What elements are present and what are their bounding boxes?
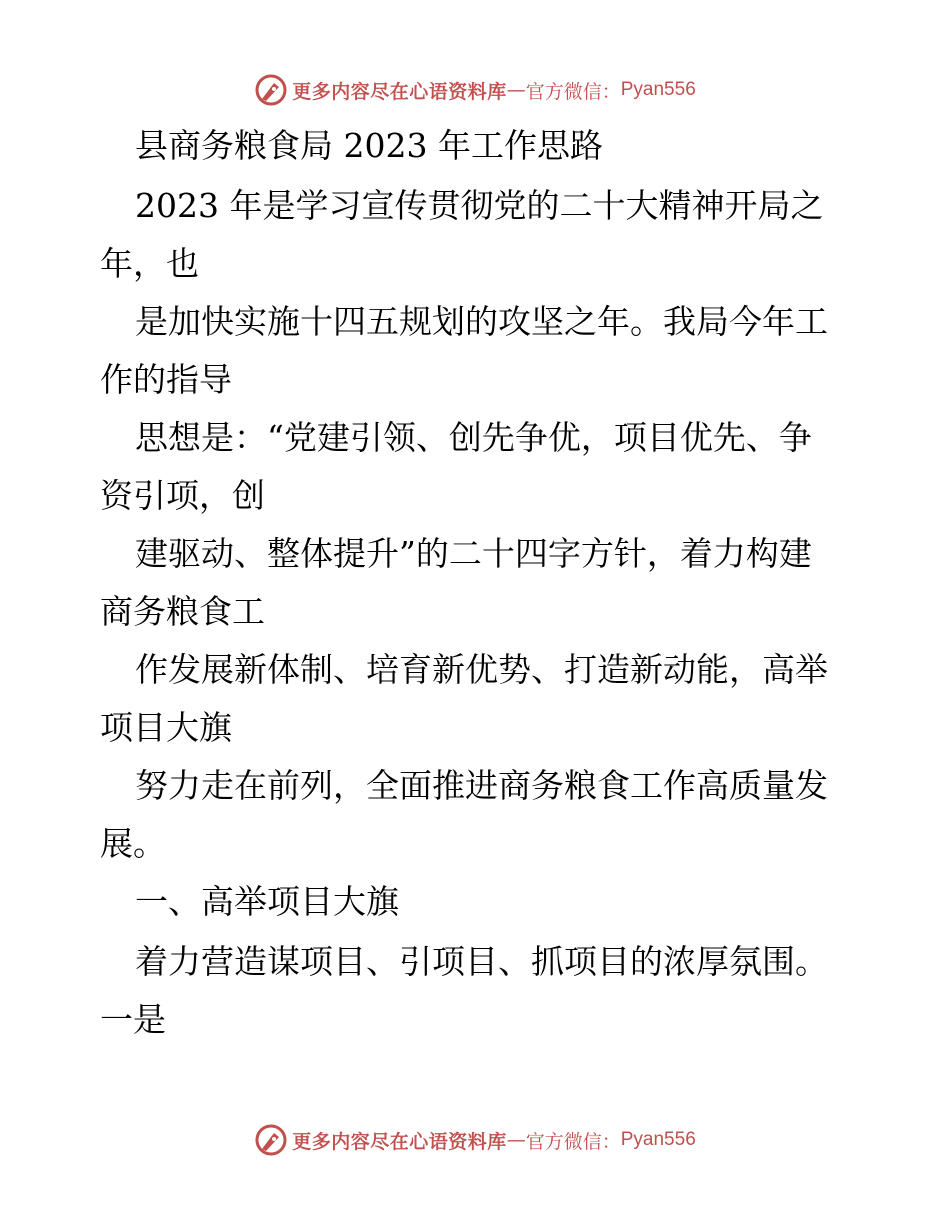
pen-nib-logo-icon (254, 73, 288, 107)
paragraph-line: 2023 年是学习宣传贯彻党的二十大精神开局之 (135, 186, 824, 225)
paragraph-line: 商务粮食工 (100, 592, 265, 631)
paragraph-line: 思想是：“党建引领、创先争优，项目优先、争 (135, 418, 812, 457)
watermark-wechat-label: 官方微信： (525, 80, 621, 103)
paragraph-line: 展。 (100, 824, 166, 863)
watermark-main-text: 更多内容尽在心语资料库 (292, 80, 507, 103)
watermark-banner-bottom (0, 1123, 950, 1157)
paragraph-line: 努力走在前列，全面推进商务粮食工作高质量发 (135, 766, 828, 805)
pen-nib-logo-icon (254, 1123, 288, 1157)
watermark-wechat-label: 官方微信： (525, 1130, 621, 1153)
watermark-separator: — (506, 79, 526, 101)
paragraph-line: 建驱动、整体提升”的二十四字方针，着力构建 (135, 534, 812, 573)
watermark-main-text: 更多内容尽在心语资料库 (292, 1130, 507, 1153)
paragraph-line: 着力营造谋项目、引项目、抓项目的浓厚氛围。 (135, 942, 828, 981)
paragraph-line: 项目大旗 (100, 708, 232, 747)
paragraph-line: 是加快实施十四五规划的攻坚之年。我局今年工 (135, 302, 828, 341)
watermark-banner-top (0, 73, 950, 107)
paragraph-line: 年，也 (100, 244, 199, 283)
document-title: 县商务粮食局 2023 年工作思路 (135, 126, 603, 165)
paragraph-line: 资引项，创 (100, 476, 265, 515)
watermark-separator: — (506, 1129, 526, 1151)
section-heading: 一、高举项目大旗 (135, 882, 399, 921)
paragraph-line: 作发展新体制、培育新优势、打造新动能，高举 (135, 650, 828, 689)
paragraph-line: 作的指导 (100, 360, 232, 399)
watermark-wechat-id: Pyan556 (620, 1129, 696, 1150)
paragraph-line: 一是 (100, 1000, 166, 1039)
watermark-wechat-id: Pyan556 (620, 79, 696, 100)
